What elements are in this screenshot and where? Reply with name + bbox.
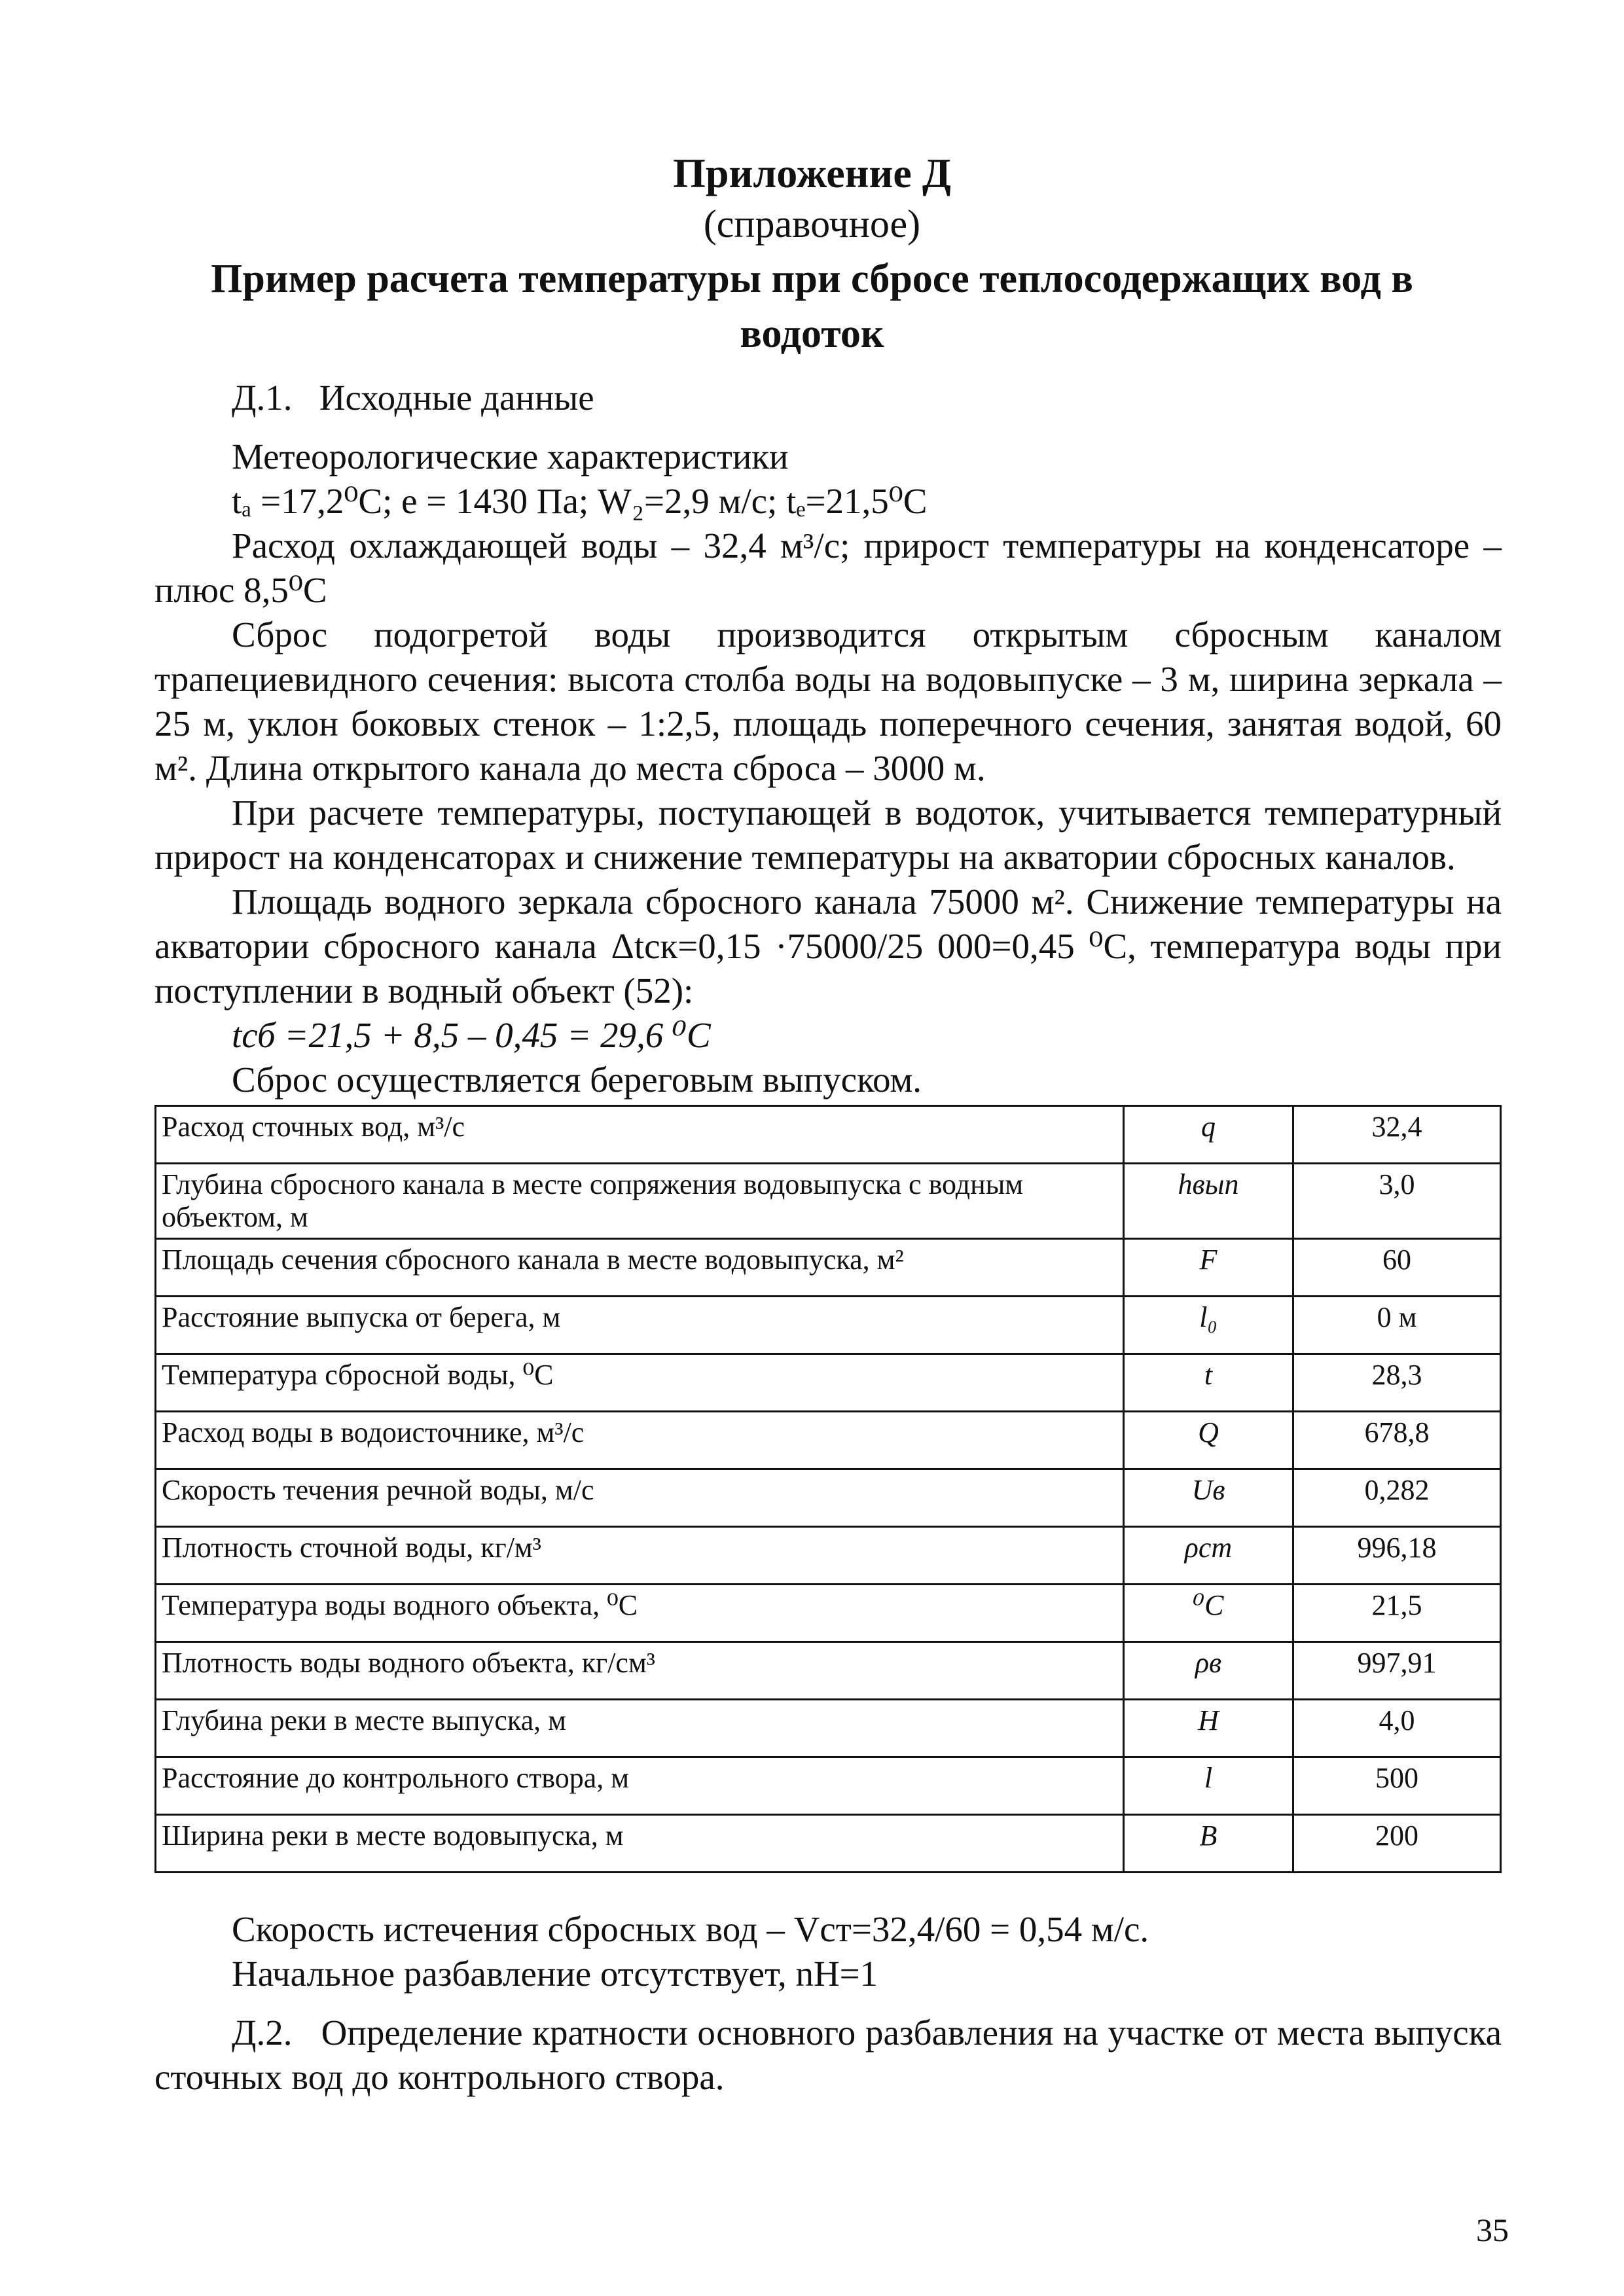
- table-row: [156, 1354, 1501, 1412]
- section-2-heading: Д.2. Определение кратности основного разбавления на участке от места выпуска сточных вод до контрольного створа.: [154, 2013, 1511, 2097]
- table-row: [156, 1412, 1501, 1469]
- parameter-name: Глубина сбросного канала в месте сопряжения водовыпуска с водным объектом, м: [156, 1164, 1124, 1239]
- parameter-name: Плотность сточной воды, кг/м³: [156, 1527, 1124, 1585]
- parameter-symbol: q: [1124, 1106, 1293, 1164]
- parameter-value: 500: [1293, 1757, 1501, 1815]
- meteo-label: Метеорологические характеристики: [232, 437, 789, 476]
- parameter-symbol: l₀: [1124, 1297, 1293, 1354]
- parameter-value: 996,18: [1293, 1527, 1501, 1585]
- parameter-symbol: l: [1124, 1757, 1293, 1815]
- paragraph-discharge-channel: Сброс подогретой воды производится открытым сбросным каналом трапециевидного сечения: высота столба воды на водовыпуске – 3 м, ширина зеркала – 25 м, уклон боковых стенок – 1:2,5, площадь поперечного сечения, занятая водой, 60 м². Длина открытого канала до места сброса – 3000 м.: [154, 615, 1502, 788]
- parameter-name: Расход воды в водоисточнике, м³/с: [156, 1412, 1124, 1469]
- appendix-kind: (справочное): [703, 202, 921, 245]
- parameter-symbol: Q: [1124, 1412, 1293, 1469]
- parameter-symbol: hвып: [1124, 1164, 1293, 1239]
- table-row: [156, 1106, 1501, 1164]
- parameter-symbol: Uв: [1124, 1469, 1293, 1527]
- parameter-name: Температура сбросной воды, ⁰С: [156, 1354, 1124, 1412]
- parameter-symbol: ρст: [1124, 1527, 1293, 1585]
- parameter-value: 678,8: [1293, 1412, 1501, 1469]
- parameter-name: Площадь сечения сбросного канала в месте водовыпуска, м²: [156, 1239, 1124, 1297]
- document-title: Пример расчета температуры при сбросе теплосодержащих вод в водоток: [211, 257, 1413, 356]
- table-row: [156, 1700, 1501, 1757]
- table-row: [156, 1585, 1501, 1642]
- paragraph-surface-area: Площадь водного зеркала сбросного канала 75000 м². Снижение температуры на акватории сбросного канала Δtск=0,15 ·75000/25 000=0,45 ⁰С, температура воды при поступлении в водный объект (52):: [154, 882, 1502, 1011]
- formula-tsb: tсб =21,5 + 8,5 – 0,45 = 29,6 ⁰С: [232, 1015, 711, 1055]
- parameter-name: Ширина реки в месте водовыпуска, м: [156, 1815, 1124, 1873]
- parameter-value: 997,91: [1293, 1642, 1501, 1700]
- paragraph-temperature-note: При расчете температуры, поступающей в водоток, учитывается температурный прирост на конденсаторах и снижение температуры на акватории сбросных каналов.: [154, 793, 1502, 877]
- outflow-velocity: Скорость истечения сбросных вод – Vст=32,4/60 = 0,54 м/с.: [232, 1909, 1149, 1949]
- parameter-symbol: t: [1124, 1354, 1293, 1412]
- table-row: [156, 1757, 1501, 1815]
- parameter-value: 21,5: [1293, 1585, 1501, 1642]
- section-1-heading: Д.1. Исходные данные: [232, 378, 594, 418]
- parameter-name: Скорость течения речной воды, м/с: [156, 1469, 1124, 1527]
- parameter-name: Плотность воды водного объекта, кг/см³: [156, 1642, 1124, 1700]
- table-row: [156, 1642, 1501, 1700]
- parameter-value: 4,0: [1293, 1700, 1501, 1757]
- document-body: [154, 376, 1511, 2100]
- parameter-value: 60: [1293, 1239, 1501, 1297]
- parameter-value: 32,4: [1293, 1106, 1501, 1164]
- parameter-value: 0,282: [1293, 1469, 1501, 1527]
- parameter-value: 200: [1293, 1815, 1501, 1873]
- parameter-name: Расстояние выпуска от берега, м: [156, 1297, 1124, 1354]
- table-row: [156, 1527, 1501, 1585]
- parameter-symbol: ρв: [1124, 1642, 1293, 1700]
- table-row: [156, 1164, 1501, 1239]
- meteo-values: tₐ =17,2⁰С; е = 1430 Па; W₂=2,9 м/с; tₑ=21,5⁰С: [232, 481, 928, 521]
- parameter-name: Расстояние до контрольного створа, м: [156, 1757, 1124, 1815]
- parameter-value: 28,3: [1293, 1354, 1501, 1412]
- page-number: 35: [1476, 2212, 1509, 2248]
- parameter-symbol: ⁰С: [1124, 1585, 1293, 1642]
- table-row: [156, 1297, 1501, 1354]
- parameter-value: 0 м: [1293, 1297, 1501, 1354]
- parameter-name: Глубина реки в месте выпуска, м: [156, 1700, 1124, 1757]
- paragraph-outlet-type: Сброс осуществляется береговым выпуском.: [232, 1060, 922, 1100]
- parameter-symbol: H: [1124, 1700, 1293, 1757]
- table-row: [156, 1815, 1501, 1873]
- initial-dilution: Начальное разбавление отсутствует, nH=1: [232, 1954, 878, 1994]
- parameter-symbol: F: [1124, 1239, 1293, 1297]
- parameter-value: 3,0: [1293, 1164, 1501, 1239]
- parameter-name: Температура воды водного объекта, ⁰С: [156, 1585, 1124, 1642]
- table-row: [156, 1469, 1501, 1527]
- appendix-title: Приложение Д: [673, 150, 951, 196]
- parameter-name: Расход сточных вод, м³/с: [156, 1106, 1124, 1164]
- parameter-symbol: B: [1124, 1815, 1293, 1873]
- paragraph-cooling-water: Расход охлаждающей воды – 32,4 м³/с; прирост температуры на конденсаторе – плюс 8,5⁰С: [154, 526, 1502, 610]
- table-row: [156, 1239, 1501, 1297]
- parameters-table: [154, 1105, 1502, 1873]
